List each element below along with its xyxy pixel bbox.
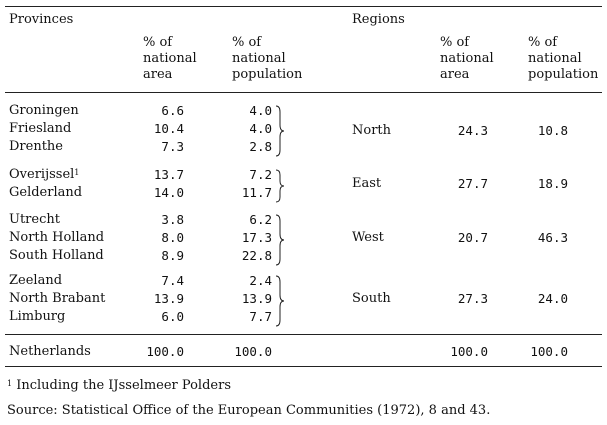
province-name: Overijssel$^1$ <box>9 167 80 182</box>
total-name: Netherlands <box>9 344 91 359</box>
region-pop-value: 10.8 <box>537 123 568 138</box>
source-note: Source: Statistical Office of the European Communities (1972), 8 and 43. <box>7 403 491 418</box>
province-pop-value: 11.7 <box>241 185 272 200</box>
region-area-header: % of national area <box>440 35 494 82</box>
province-area-value: 6.0 <box>161 309 184 324</box>
footnote <box>7 378 231 393</box>
header-rule <box>5 92 602 93</box>
province-name: North Holland <box>9 230 105 245</box>
total-pop-value: 100.0 <box>234 344 272 359</box>
region-pop-header: % of national population <box>528 35 599 82</box>
province-pop-value: 17.3 <box>241 230 272 245</box>
province-pop-value: 22.8 <box>241 248 272 263</box>
total-region-pop-value: 100.0 <box>530 344 568 359</box>
province-name: Zeeland <box>9 273 63 288</box>
province-name: Drenthe <box>9 139 63 154</box>
province-area-value: 10.4 <box>153 121 184 136</box>
provinces-header: Provinces <box>9 12 74 27</box>
total-top-rule <box>5 334 602 335</box>
province-name: Groningen <box>9 103 79 118</box>
region-area-value: 24.3 <box>457 123 488 138</box>
total-region-area-value: 100.0 <box>450 344 488 359</box>
footnote-mark: 1 <box>7 379 13 388</box>
province-area-value: 7.4 <box>161 273 184 288</box>
province-area-value: 13.7 <box>153 167 184 182</box>
province-pop-value: 2.4 <box>249 273 272 288</box>
footnote-text: Including the IJsselmeer Polders <box>16 378 231 393</box>
province-name: North Brabant <box>9 291 106 306</box>
region-name: West <box>352 230 384 245</box>
province-area-value: 8.9 <box>161 248 184 263</box>
region-area-value: 20.7 <box>457 230 488 245</box>
province-name: Friesland <box>9 121 72 136</box>
province-area-value: 3.8 <box>161 212 184 227</box>
region-name: East <box>352 176 382 191</box>
bottom-rule <box>5 366 602 367</box>
region-name: South <box>352 291 391 306</box>
province-pop-value: 2.8 <box>249 139 272 154</box>
province-pop-value: 7.7 <box>249 309 272 324</box>
east-group-brace <box>274 169 286 203</box>
region-pop-value: 18.9 <box>537 176 568 191</box>
top-rule <box>5 6 602 7</box>
footnote-marker: 1 <box>74 168 80 177</box>
region-area-value: 27.7 <box>457 176 488 191</box>
province-name: Limburg <box>9 309 66 324</box>
province-area-header: % of national area <box>143 35 197 82</box>
region-area-value: 27.3 <box>457 291 488 306</box>
province-name: Gelderland <box>9 185 83 200</box>
regions-header: Regions <box>352 12 405 27</box>
province-area-value: 8.0 <box>161 230 184 245</box>
province-area-value: 13.9 <box>153 291 184 306</box>
total-area-value: 100.0 <box>146 344 184 359</box>
province-pop-value: 4.0 <box>249 121 272 136</box>
west-group-brace <box>274 214 286 266</box>
north-group-brace <box>274 105 286 157</box>
province-pop-value: 4.0 <box>249 103 272 118</box>
south-group-brace <box>274 275 286 327</box>
province-pop-value: 13.9 <box>241 291 272 306</box>
province-area-value: 14.0 <box>153 185 184 200</box>
region-name: North <box>352 123 392 138</box>
province-pop-value: 7.2 <box>249 167 272 182</box>
province-name: Utrecht <box>9 212 60 227</box>
province-pop-value: 6.2 <box>249 212 272 227</box>
province-area-value: 6.6 <box>161 103 184 118</box>
province-name: South Holland <box>9 248 104 263</box>
province-area-value: 7.3 <box>161 139 184 154</box>
province-pop-header: % of national population <box>232 35 303 82</box>
region-pop-value: 46.3 <box>537 230 568 245</box>
region-pop-value: 24.0 <box>537 291 568 306</box>
